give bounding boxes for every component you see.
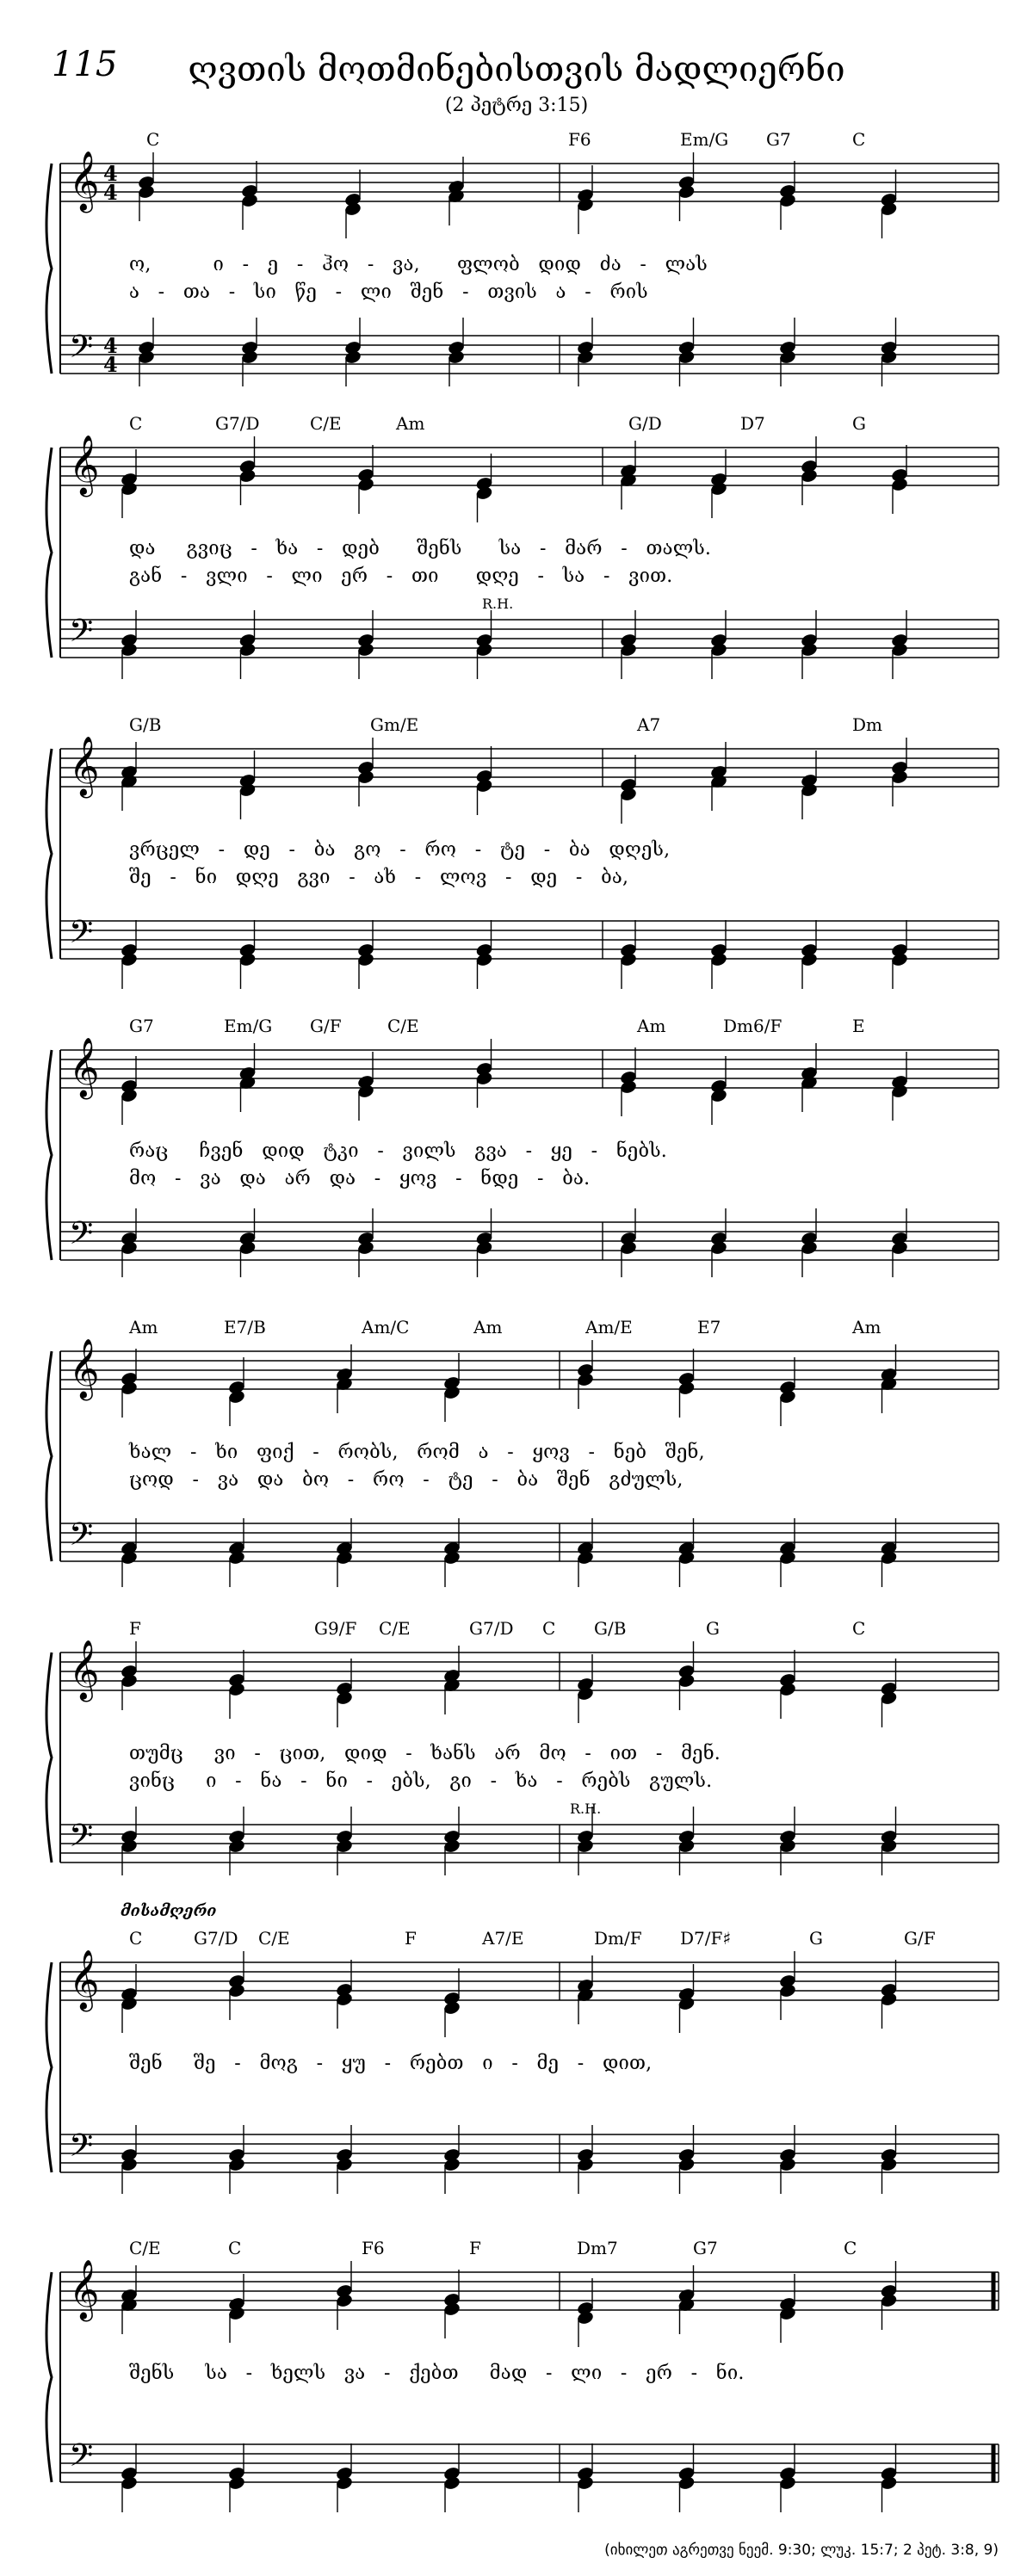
bass-clef-icon: 𝄢 — [69, 1818, 94, 1862]
chord-symbol: A7 — [637, 714, 661, 735]
bass-clef-icon: 𝄢 — [69, 2128, 94, 2171]
chord-symbol: C — [542, 1618, 556, 1639]
treble-clef-icon: 𝄞 — [69, 2259, 100, 2320]
music-system — [0, 413, 1033, 697]
chord-symbol: Am/C — [362, 1317, 410, 1337]
lyric-verse-1: ხალ - ხი ფიქ - რობს, რომ ა - ყოვ - ნებ შენ, — [129, 1442, 705, 1463]
chord-symbol: F — [469, 2238, 481, 2258]
treble-clef-icon: 𝄞 — [69, 1640, 100, 1700]
time-signature: 4 — [103, 352, 118, 377]
music-system — [0, 714, 1033, 998]
bass-clef-icon: 𝄢 — [69, 2437, 94, 2481]
chord-symbol: G/F — [904, 1928, 936, 1949]
bass-clef-icon: 𝄢 — [69, 329, 94, 373]
chord-symbol: Dm — [852, 714, 882, 735]
chord-symbol: Am — [473, 1317, 503, 1337]
chord-symbol: G/B — [594, 1618, 627, 1639]
chord-symbol: Am — [396, 413, 425, 434]
lyric-verse-2: ა - თა - სი წე - ლი შენ - თვის ა - რის — [129, 281, 648, 303]
music-system — [0, 1618, 1033, 1902]
lyric-verse-1: და გვიც - ხა - დებ შენს სა - მარ - თალს. — [129, 538, 712, 559]
chord-symbol: G9/F — [314, 1618, 357, 1639]
time-signature: 4 — [103, 180, 118, 205]
lyric-verse-1: თუმც ვი - ცით, დიდ - ხანს არ მო - ით - მენ. — [129, 1743, 721, 1764]
hymn-subtitle: (2 პეტრე 3:15) — [444, 95, 589, 116]
chord-symbol: F — [129, 1618, 141, 1639]
chord-symbol: G7 — [766, 129, 791, 150]
chorus-mark: მისამღერი — [121, 1902, 217, 1920]
chord-symbol: G7/D — [215, 413, 260, 434]
chord-symbol: Am/E — [585, 1317, 633, 1337]
chord-symbol: Em/G — [224, 1016, 273, 1036]
treble-clef-icon: 𝄞 — [69, 435, 100, 495]
lyric-verse-2: ვინც ი - ნა - ნი - ებს, გი - ხა - რებს გულს. — [129, 1770, 713, 1792]
chord-symbol: E7 — [697, 1317, 721, 1337]
chord-symbol: G7/D — [469, 1618, 514, 1639]
chord-symbol: G/F — [310, 1016, 342, 1036]
chord-symbol: G/D — [628, 413, 662, 434]
chord-symbol: D7/F♯ — [680, 1928, 732, 1949]
chord-symbol: G7 — [129, 1016, 154, 1036]
lyric-verse-2: ცოდ - ვა და ბო - რო - ტე - ბა შენ გძულს, — [129, 1469, 684, 1491]
chord-symbol: C/E — [129, 2238, 161, 2258]
lyric-verse-2: მო - ვა და არ და - ყოვ - ნდე - ბა. — [129, 1168, 591, 1189]
treble-clef-icon: 𝄞 — [69, 736, 100, 796]
chord-symbol: D7 — [740, 413, 765, 434]
chord-symbol: C/E — [379, 1618, 411, 1639]
hymn-title: ღვთის მოთმინებისთვის მადლიერნი — [188, 50, 845, 90]
time-signature: 4 — [103, 333, 118, 358]
bass-clef-icon: 𝄢 — [69, 1215, 94, 1259]
chord-symbol: E — [852, 1016, 865, 1036]
music-system — [0, 129, 1033, 413]
rh-label: R.H. — [570, 1801, 602, 1817]
chord-symbol: E7/B — [224, 1317, 266, 1337]
chord-symbol: C/E — [387, 1016, 419, 1036]
music-system — [0, 1317, 1033, 1601]
chord-symbol: C — [852, 1618, 866, 1639]
chord-symbol: F — [405, 1928, 417, 1949]
bass-clef-icon: 𝄢 — [69, 613, 94, 657]
chord-symbol: G — [809, 1928, 823, 1949]
time-signature: 4 — [103, 161, 118, 186]
chord-symbol: F6 — [568, 129, 591, 150]
music-system — [0, 2238, 1033, 2522]
chord-symbol: C — [844, 2238, 857, 2258]
lyric-verse-2: შე - ნი დღე გვი - ახ - ლოვ - დე - ბა, — [129, 867, 629, 888]
chord-symbol: Dm/F — [594, 1928, 642, 1949]
chord-symbol: G — [852, 413, 866, 434]
chord-symbol: Gm/E — [370, 714, 419, 735]
chord-symbol: Dm7 — [577, 2238, 618, 2258]
lyric-verse-1: შენ შე - მოგ - ყუ - რებთ ი - მე - დით, — [129, 2053, 653, 2074]
lyric-verse-1: ვრცელ - დე - ბა გო - რო - ტე - ბა დღეს, — [129, 839, 671, 861]
lyric-verse-2: გან - ვლი - ლი ერ - თი დღე - სა - ვით. — [129, 565, 673, 587]
treble-clef-icon: 𝄞 — [69, 151, 100, 211]
music-system — [0, 1902, 1033, 2212]
chord-symbol: G7 — [693, 2238, 718, 2258]
chord-symbol: Dm6/F — [723, 1016, 782, 1036]
chord-symbol: Am — [637, 1016, 666, 1036]
treble-clef-icon: 𝄞 — [69, 1037, 100, 1097]
music-system — [0, 1016, 1033, 1300]
hymn-number: 115 — [52, 45, 118, 84]
chord-symbol: C — [852, 129, 866, 150]
chord-symbol: C/E — [258, 1928, 290, 1949]
chord-symbol: F6 — [362, 2238, 385, 2258]
footnote: (იხილეთ აგრეთვე ნეემ. 9:30; ლუკ. 15:7; 2 პეტ. 3:8, 9) — [604, 2542, 999, 2559]
chord-symbol: C — [129, 1928, 143, 1949]
chord-symbol: A7/E — [482, 1928, 524, 1949]
chord-symbol: G — [706, 1618, 720, 1639]
treble-clef-icon: 𝄞 — [69, 1338, 100, 1399]
chord-symbol: C — [129, 413, 143, 434]
lyric-verse-1: რაც ჩვენ დიდ ტკი - ვილს გვა - ყე - ნებს. — [129, 1140, 667, 1162]
chord-symbol: Em/G — [680, 129, 729, 150]
chord-symbol: C — [228, 2238, 242, 2258]
chord-symbol: Am — [852, 1317, 881, 1337]
bass-clef-icon: 𝄢 — [69, 914, 94, 958]
chord-symbol: C — [146, 129, 160, 150]
lyric-verse-1: შენს სა - ხელს ვა - ქებთ მად - ლი - ერ - ნი. — [129, 2363, 745, 2384]
chord-symbol: G/B — [129, 714, 162, 735]
chord-symbol: C/E — [310, 413, 342, 434]
lyric-verse-1: ო, ი - ე - ჰო - ვა, ფლობ დიდ ძა - ლას — [129, 254, 708, 275]
rh-label: R.H. — [482, 596, 514, 612]
treble-clef-icon: 𝄞 — [69, 1949, 100, 2010]
chord-symbol: G7/D — [194, 1928, 238, 1949]
bass-clef-icon: 𝄢 — [69, 1517, 94, 1560]
chord-symbol: Am — [129, 1317, 158, 1337]
